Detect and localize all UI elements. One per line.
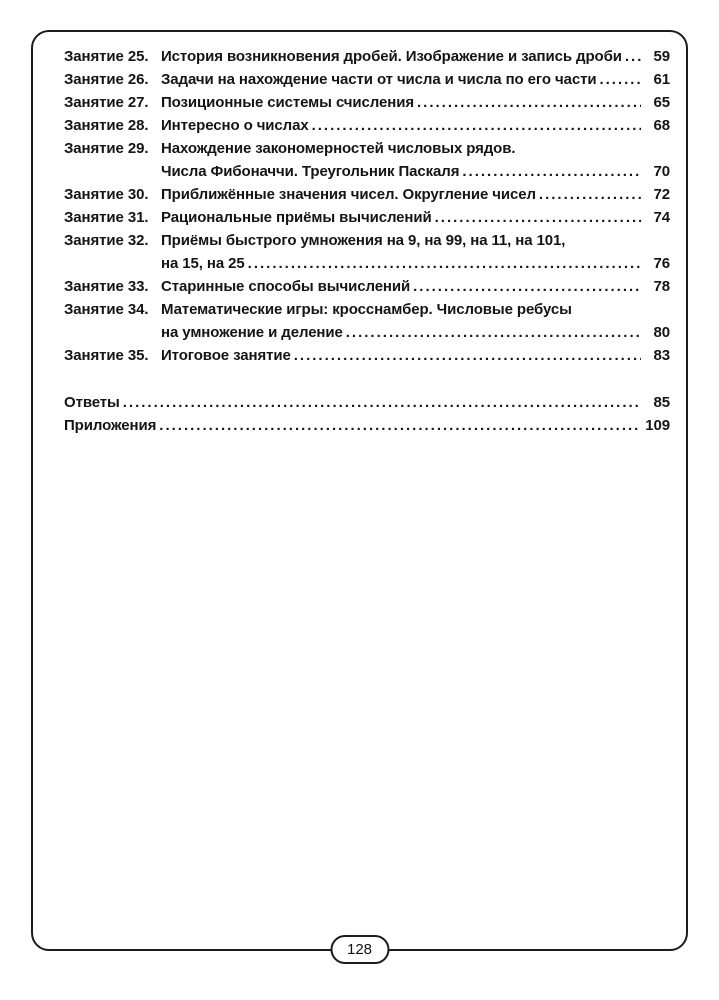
entry-label: Занятие 35.: [64, 347, 149, 364]
entry-label: Занятие 33.: [64, 278, 149, 295]
entry-content: [161, 114, 670, 137]
entry-text: Числа Фибоначчи. Треугольник Паскаля: [161, 163, 460, 180]
entry-content: [64, 391, 670, 414]
entry-line: [161, 321, 670, 344]
toc-entry: [64, 344, 670, 367]
dot-leader: [413, 275, 641, 298]
entry-content: [161, 206, 670, 229]
entry-text: Приближённые значения чисел. Округление чисел: [161, 186, 536, 203]
dot-leader: [248, 252, 641, 275]
entry-content: [64, 414, 670, 437]
entry-line: [161, 275, 670, 298]
entry-line: [161, 45, 670, 68]
toc-entry: [64, 114, 670, 137]
dot-leader: [346, 321, 641, 344]
dot-leader: [312, 114, 641, 137]
entry-line: [64, 414, 670, 437]
toc-entry: [64, 91, 670, 114]
entry-line: [161, 298, 670, 321]
entry-text: История возникновения дробей. Изображение и запись дроби: [161, 48, 622, 65]
page-ref: 80: [653, 324, 670, 341]
page-ref: 85: [653, 394, 670, 411]
entry-text: на умножение и деление: [161, 324, 343, 341]
dot-leader: [599, 68, 641, 91]
entry-content: [161, 344, 670, 367]
entry-line: [161, 183, 670, 206]
entry-line: [161, 252, 670, 275]
entry-content: [161, 137, 670, 183]
toc-entry: [64, 414, 670, 437]
page-ref: 68: [653, 117, 670, 134]
entry-line: [161, 344, 670, 367]
entry-content: [161, 68, 670, 91]
dot-leader: [435, 206, 641, 229]
entry-text: Нахождение закономерностей числовых рядов.: [161, 140, 516, 157]
page-ref: 65: [653, 94, 670, 111]
entry-content: [161, 229, 670, 275]
entry-line: [161, 229, 670, 252]
entry-label: Занятие 25.: [64, 48, 149, 65]
entry-label: Занятие 30.: [64, 186, 149, 203]
entry-label: Занятие 27.: [64, 94, 149, 111]
toc-entry: [64, 45, 670, 68]
entry-content: [161, 183, 670, 206]
toc-entry: [64, 183, 670, 206]
entry-label: Занятие 34.: [64, 301, 149, 318]
entry-text: на 15, на 25: [161, 255, 245, 272]
page-ref: 83: [653, 347, 670, 364]
page-frame: [31, 30, 688, 958]
dot-leader: [625, 45, 641, 68]
page-ref: 59: [653, 48, 670, 65]
page-number-badge: [330, 935, 389, 964]
entry-text: Рациональные приёмы вычислений: [161, 209, 432, 226]
toc-entry: [64, 68, 670, 91]
dot-leader: [539, 183, 641, 206]
entry-line: [161, 160, 670, 183]
entry-text: Математические игры: кросснамбер. Числовые ребусы: [161, 301, 572, 318]
entry-content: [161, 91, 670, 114]
entry-content: [161, 45, 670, 68]
page-ref: 72: [653, 186, 670, 203]
page-ref: 109: [645, 417, 670, 434]
entry-content: [161, 275, 670, 298]
entry-text: Приёмы быстрого умножения на 9, на 99, на 11, на 101,: [161, 232, 566, 249]
entry-label: Занятие 26.: [64, 71, 149, 88]
dot-leader: [159, 414, 641, 437]
page-ref: 74: [653, 209, 670, 226]
page-ref: 78: [653, 278, 670, 295]
entry-line: [161, 68, 670, 91]
entry-label: Занятие 28.: [64, 117, 149, 134]
page-ref: 70: [653, 163, 670, 180]
toc-entry: [64, 391, 670, 414]
page-ref: 61: [653, 71, 670, 88]
entry-label: Занятие 31.: [64, 209, 149, 226]
toc-entry: [64, 298, 670, 344]
dot-leader: [417, 91, 641, 114]
toc-entry: [64, 206, 670, 229]
page-ref: 76: [653, 255, 670, 272]
entry-content: [161, 298, 670, 344]
entry-label: Занятие 32.: [64, 232, 149, 249]
back-matter-list: [64, 391, 670, 437]
entry-text: Приложения: [64, 417, 157, 434]
dot-leader: [462, 160, 641, 183]
entry-text: Задачи на нахождение части от числа и числа по его части: [161, 71, 597, 88]
entry-text: Старинные способы вычислений: [161, 278, 411, 295]
entry-line: [161, 91, 670, 114]
toc-list: [64, 45, 670, 367]
entry-label: Занятие 29.: [64, 140, 149, 157]
entry-text: Итоговое занятие: [161, 347, 291, 364]
entry-line: [161, 206, 670, 229]
entry-text: Интересно о числах: [161, 117, 309, 134]
toc-entry: [64, 275, 670, 298]
toc-entry: [64, 137, 670, 183]
entry-line: [161, 114, 670, 137]
entry-line: [161, 137, 670, 160]
dot-leader: [123, 391, 641, 414]
page-number: 128: [346, 941, 373, 958]
toc-entry: [64, 229, 670, 275]
entry-text: Ответы: [64, 394, 120, 411]
entry-line: [64, 391, 670, 414]
entry-text: Позиционные системы счисления: [161, 94, 414, 111]
dot-leader: [294, 344, 641, 367]
